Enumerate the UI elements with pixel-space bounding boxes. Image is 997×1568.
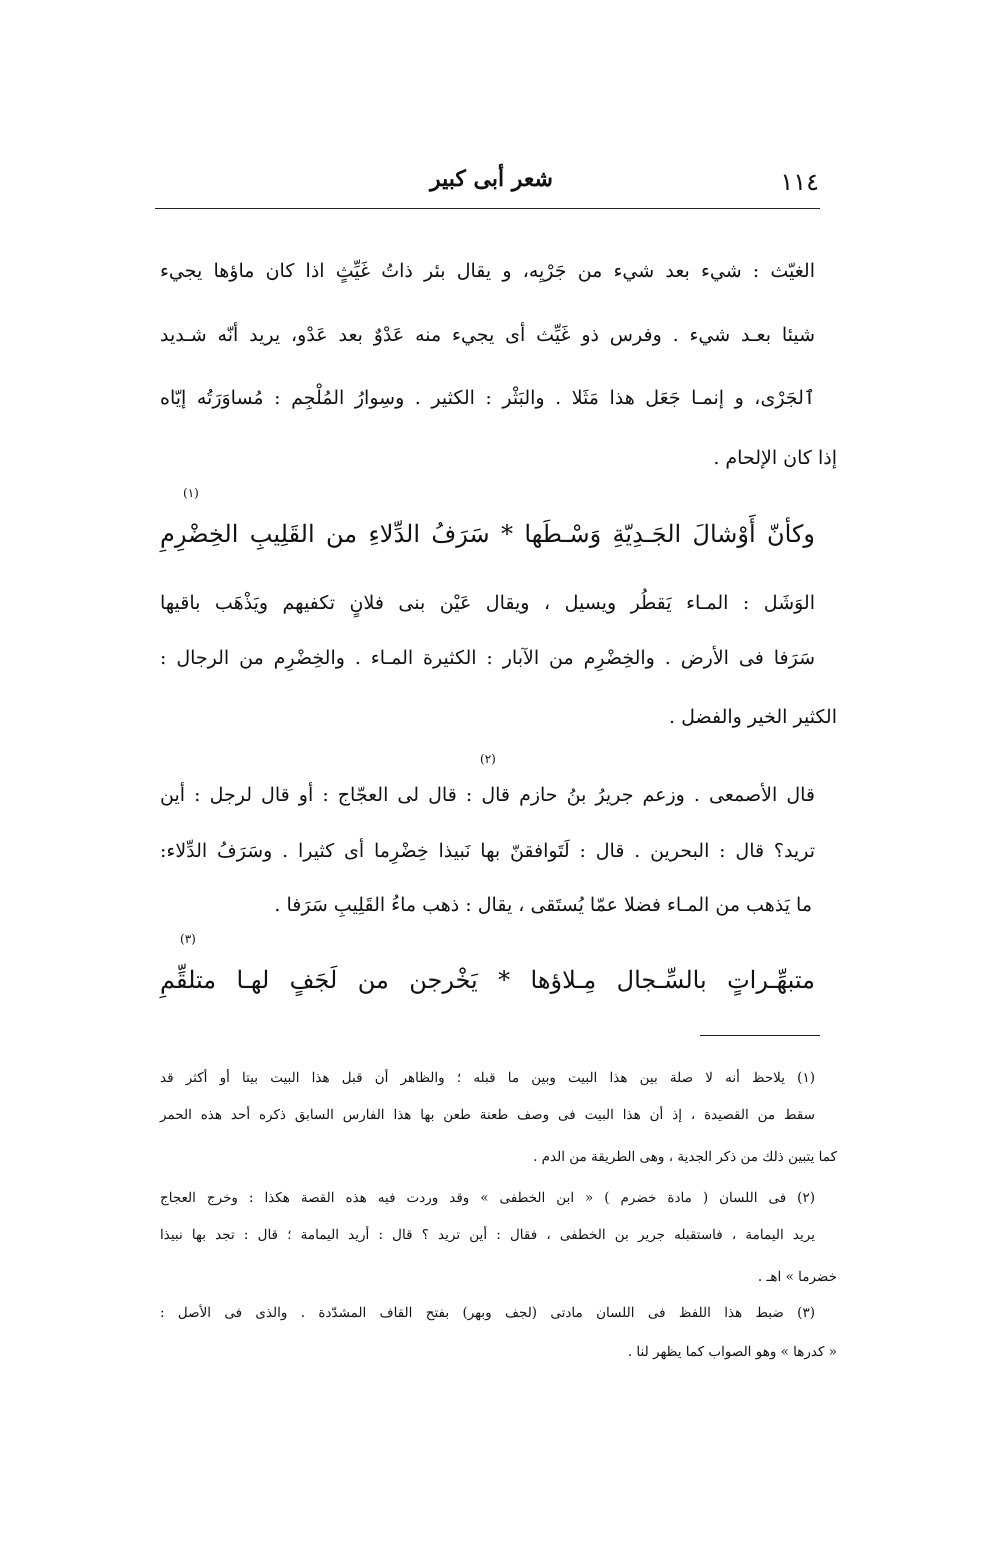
footnote-ref: (٣) [180,932,196,946]
page-number: ١١٤ [780,168,819,196]
footnote-line: (٣) ضبط هذا اللفظ فى اللسان مادتى (لجف وبهر) بفتح القاف المشدّدة . والذى فى الأصل : [160,1305,815,1321]
body-line: ما يَذهب من المـاء فضلا عمّا يُستَقى ، يقال : ذهب ماءُ القَلِيبِ سَرَفا . [274,894,812,916]
body-line: ٱلجَرْى، و إنمـا جَعَل هذا مَثَلا . والبَثْر : الكثير . وسِوارُ المُلْجِم : مُساوَرَتُه إيّاه [160,387,815,409]
verse-line: متبهِّـراتٍ بالسِّـجال مِـلاؤها * يَخْرجن من لَجَفٍ لهـا متلقِّمِ [160,966,815,994]
body-line: إذا كان الإلحام . [713,447,837,469]
body-line: سَرَفا فى الأرض . والخِضْرِم من الآبار : الكثيرة المـاء . والخِضْرِم من الرجال : [160,647,815,669]
footnote-line: يريد اليمامة ، فاستقبله جرير بن الخطفى ، فقال : أين تريد ؟ قال : أريد اليمامة ؛ قال : تجد بها نبيذا [160,1227,815,1243]
footnote-line: سقط من القصيدة ، إذ أن هذا البيت فى وصف طعنة طعن بها هذا الفارس السابق ذكره أحد هذه الحمر [160,1107,815,1123]
footnote-line: خضرما » اهـ . [757,1269,837,1285]
footnote-rule [700,1035,820,1036]
footnote-ref: (١) [183,486,199,500]
body-line: الكثير الخير والفضل . [669,706,837,728]
running-title: شعر أبى كبير [430,166,553,192]
body-line: شيئا بعـد شيء . وفرس ذو غَيِّث أى يجيء منه عَدْوٌ بعد عَدْو، يريد أنّه شـديد [160,324,815,346]
body-line: تريد؟ قال : البحرين . قال : لَتَوافقنّ بها نَبيذا خِضْرِما أى كثيرا . وسَرَفُ الدِّلاء: [160,840,815,862]
header-rule [155,208,820,209]
footnote-line: (١) يلاحظ أنه لا صلة بين هذا البيت وبين ما قبله ؛ والظاهر أن قبل هذا البيت بيتا أو أكثر قد [160,1070,815,1086]
footnote-line: كما يتبين ذلك من ذكر الجدية ، وهى الطريقة من الدم . [533,1149,837,1165]
footnote-line: (٢) فى اللسان ( مادة خضرم ) « ابن الخطفى » وقد وردت فيه هذه القصة هكذا : وخرج العجاج [160,1190,815,1206]
footnote-ref: (٢) [480,752,496,766]
body-line: الغيّث : شيء بعد شيء من جَرْيِه، و يقال بئر ذاتُ غَيِّثٍ اذا كان ماؤها يجيء [160,260,815,282]
verse-line: وكأنّ أَوْشالَ الجَـدِيّةِ وَسْـطَها * سَرَفُ الدِّلاءِ من القَلِيبِ الخِضْرِمِ [160,520,815,548]
footnote-line: « كدرها » وهو الصواب كما يظهر لنا . [627,1344,837,1360]
body-line: الوَشَل : المـاء يَقطُر ويسيل ، ويقال عَيْن بنى فلانٍ تكفيهم ويَذْهَب باقيها [160,592,815,614]
body-line: قال الأصمعى . وزعم جريرُ بنُ حازم قال : قال لى العجّاج : أو قال لرجل : أين [160,784,815,806]
